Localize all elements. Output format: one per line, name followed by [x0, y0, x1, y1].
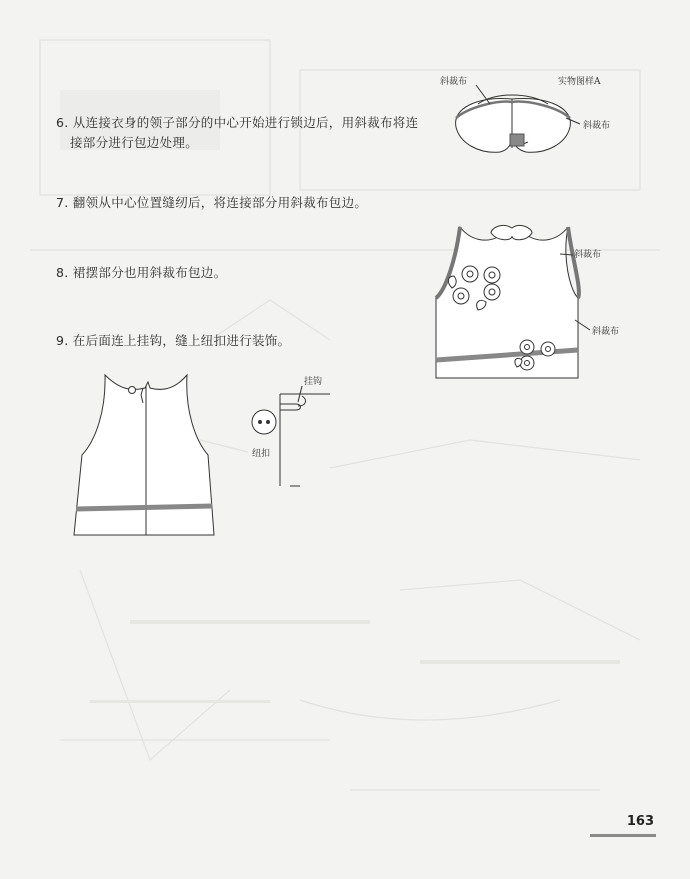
hook-button-detail	[248, 386, 330, 486]
button-label: 纽扣	[252, 449, 271, 459]
step-6-line2: 接部分进行包边处理。	[70, 135, 199, 150]
armhole-bias-label: 斜裁布	[574, 250, 602, 260]
hook-label: 挂钩	[304, 377, 323, 387]
back-dress-illustration	[74, 375, 214, 535]
hem-bias-label: 斜裁布	[592, 327, 620, 337]
page-number-bar	[590, 834, 656, 837]
step-7-text: 7. 翻领从中心位置缝纫后，将连接部分用斜裁布包边。	[56, 195, 368, 210]
page-number: 163	[626, 814, 654, 829]
collar-bias-label-right: 斜裁布	[583, 121, 611, 131]
front-dress-illustration	[436, 225, 590, 378]
step-9-text: 9. 在后面连上挂钩，缝上纽扣进行装饰。	[56, 333, 291, 348]
collar-bias-label: 斜裁布	[440, 77, 468, 87]
sample-figure-label: 实物图样A	[558, 77, 601, 87]
step-8-text: 8. 裙摆部分也用斜裁布包边。	[56, 265, 227, 280]
step-6-line1: 6. 从连接衣身的领子部分的中心开始进行锁边后，用斜裁布将连	[56, 115, 419, 130]
collar-illustration	[456, 85, 580, 152]
